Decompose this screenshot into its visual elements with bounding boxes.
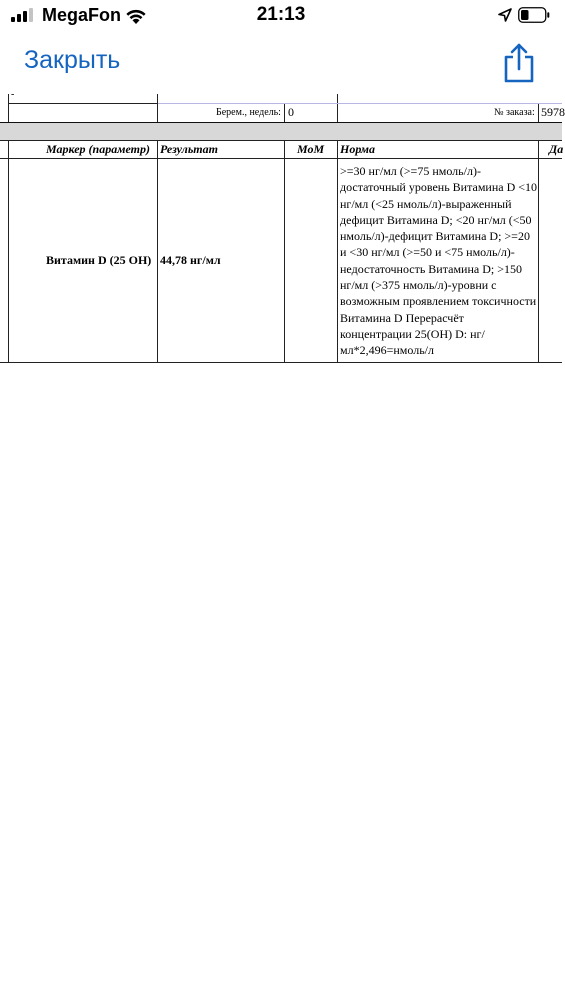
section-band — [0, 123, 562, 140]
header-marker: Маркер (параметр) — [46, 142, 150, 156]
top-mark: - — [11, 89, 15, 100]
header-mom: МоМ — [297, 142, 325, 156]
pregnancy-label: Берем., недель: — [216, 107, 281, 118]
marker-cell: Витамин D (25 OH) — [46, 253, 152, 267]
battery-icon — [518, 7, 550, 23]
share-icon[interactable] — [500, 42, 538, 84]
order-label: № заказа: — [494, 107, 535, 118]
header-result: Результат — [160, 142, 218, 156]
nav-bar — [0, 34, 562, 94]
header-date: Да — [549, 142, 564, 156]
location-arrow-icon — [497, 7, 513, 23]
pregnancy-value: 0 — [288, 105, 294, 119]
close-button[interactable]: Закрыть — [24, 46, 121, 74]
status-bar — [0, 0, 562, 34]
info-row — [0, 89, 565, 122]
document-view[interactable] — [0, 89, 565, 1000]
carrier-name: MegaFon — [42, 5, 121, 25]
header-norm: Норма — [340, 142, 375, 156]
norm-cell: >=30 нг/мл (>=75 нмоль/л)-достаточный уровень Витамина D <10 нг/мл (<25 нмоль/л)-выраженный дефицит Витамина D; <20 нг/мл (<50 нмоль/л)-дефицит Витамина D; >=20 и <30 нг/мл (>=50 и <75 нмоль/л)-недостаточность Витамина D; >150 нг/мл (>375 нмоль/л)-уровни с возможным проявлением токсичности Витамина D Перерасчёт концентрации 25(OH) D: нг/мл*2,496=нмоль/л — [340, 164, 538, 358]
clock: 21:13 — [256, 4, 306, 25]
result-cell: 44,78 нг/мл — [160, 253, 221, 267]
order-value: 5978 — [541, 105, 565, 119]
